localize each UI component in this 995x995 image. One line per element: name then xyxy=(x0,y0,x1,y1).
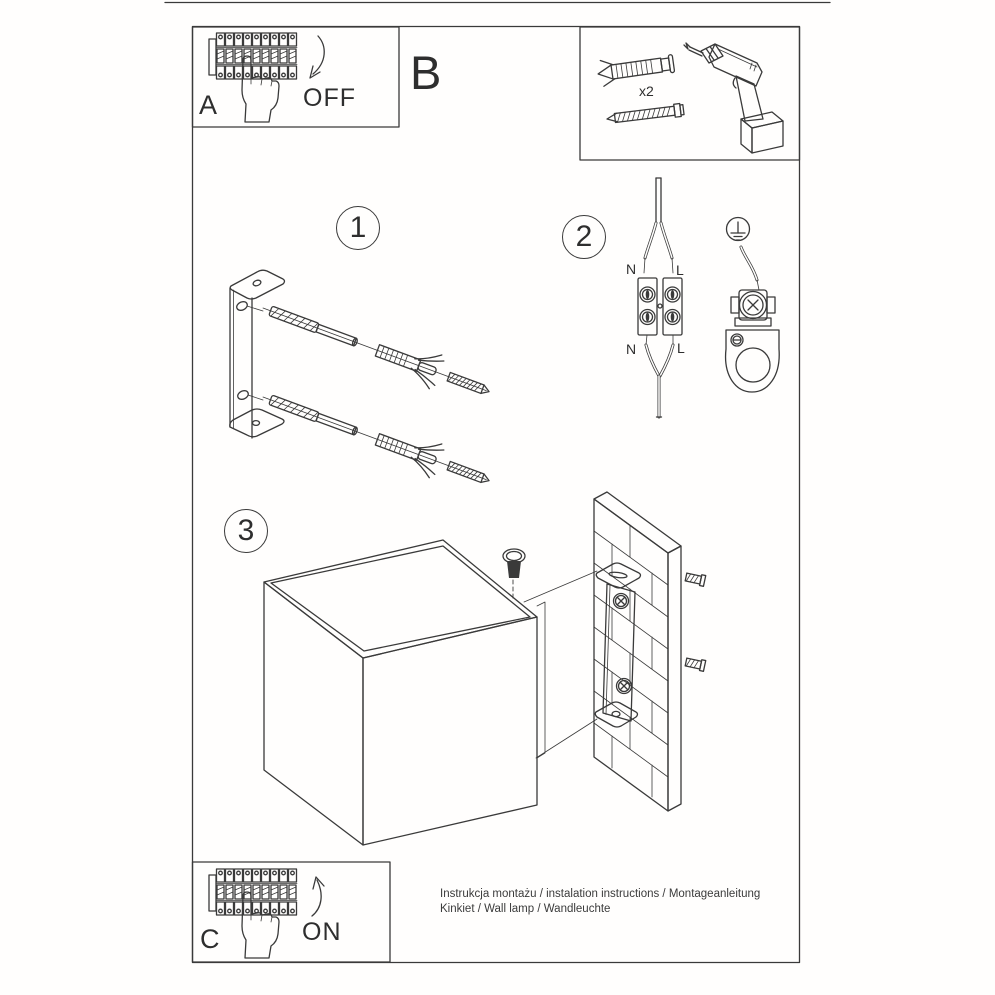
screw-and-plug-icon xyxy=(257,380,496,497)
arrow-up-icon xyxy=(312,877,324,916)
arrow-down-icon xyxy=(310,36,324,78)
mounting-bracket-icon xyxy=(595,563,640,727)
mounting-bracket-icon xyxy=(230,270,285,438)
off-label: OFF xyxy=(303,84,356,112)
step-3-number: 3 xyxy=(224,509,268,553)
step-1-number: 1 xyxy=(336,206,380,250)
step3-illustration xyxy=(264,492,706,845)
screw-icon xyxy=(606,103,684,125)
panel-a-label: A xyxy=(199,90,218,120)
circuit-breaker-icon xyxy=(209,869,297,915)
wall-plate-icon xyxy=(594,492,681,811)
ground-symbol-icon xyxy=(727,218,750,241)
tools-illustration xyxy=(596,43,783,153)
wire-l-bottom-label: L xyxy=(677,340,685,356)
quantity-label: x2 xyxy=(639,83,654,99)
footer-title-line: Instrukcja montażu / instalation instructions / Montageanleitung xyxy=(440,888,761,900)
on-label: ON xyxy=(302,918,342,946)
screw-icon xyxy=(685,657,706,672)
screw-icon xyxy=(685,572,706,587)
wire-n-bottom-label: N xyxy=(626,341,637,357)
ground-clamp-icon xyxy=(726,247,780,392)
wire-icon xyxy=(646,335,673,417)
screw-and-plug-icon xyxy=(257,291,496,408)
panel-c-label: C xyxy=(200,924,220,954)
wire-l-top-label: L xyxy=(676,262,684,278)
terminal-block-icon xyxy=(638,278,682,335)
page-frame xyxy=(165,3,830,963)
wall-plug-icon xyxy=(596,50,675,86)
drill-icon xyxy=(684,43,783,153)
step2-illustration xyxy=(638,178,779,417)
lamp-cube-icon xyxy=(264,540,537,845)
circuit-breaker-icon xyxy=(209,33,297,79)
step1-illustration xyxy=(230,270,495,497)
footer-product-line: Kinkiet / Wall lamp / Wandleuchte xyxy=(440,903,611,915)
panel-b-label: B xyxy=(410,46,442,99)
step-2-number: 2 xyxy=(562,215,606,259)
wire-n-top-label: N xyxy=(626,261,637,277)
wire-icon xyxy=(644,178,673,273)
